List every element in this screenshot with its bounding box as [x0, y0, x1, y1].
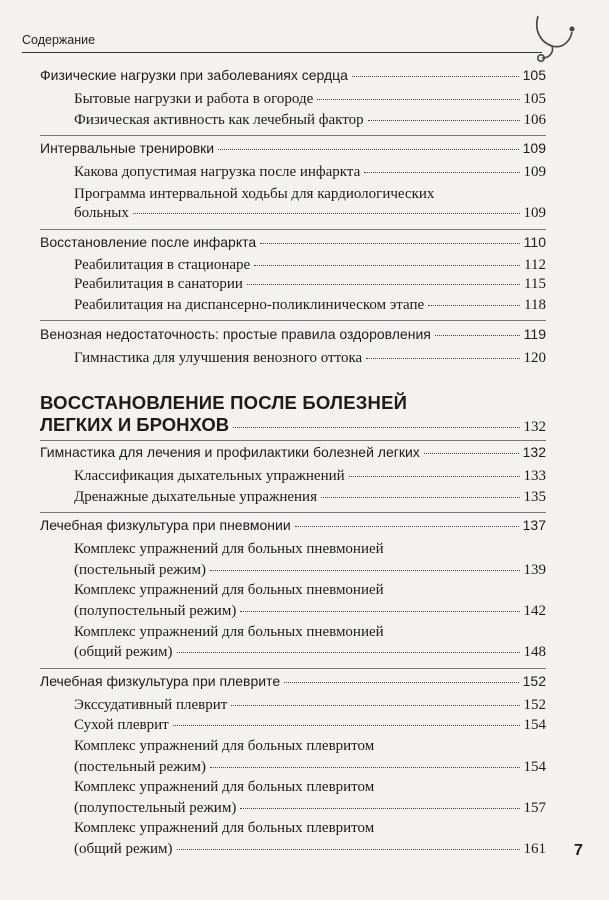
- toc-subentry[interactable]: [74, 562, 546, 584]
- toc-entry-title: Сухой плеврит: [74, 717, 169, 733]
- toc-entry-title: Какова допустимая нагрузка после инфаркта: [74, 164, 361, 180]
- toc-entry[interactable]: [40, 444, 546, 466]
- toc-page-number: 105: [523, 91, 546, 107]
- dot-leader: [210, 767, 519, 768]
- dot-leader: [247, 284, 520, 285]
- dot-leader: [210, 570, 519, 571]
- section-title[interactable]: ВОССТАНОВЛЕНИЕ ПОСЛЕ БОЛЕЗНЕЙ: [40, 392, 408, 413]
- toc-page-number: 161: [523, 841, 546, 857]
- toc-entry[interactable]: [40, 517, 546, 539]
- section-title-line2: ЛЕГКИХ И БРОНХОВ: [40, 414, 230, 435]
- toc-subentry[interactable]: [74, 603, 546, 625]
- toc-subentry[interactable]: [74, 112, 546, 134]
- toc-page-number: 110: [523, 234, 546, 250]
- toc-page-number: 132: [523, 419, 546, 435]
- dot-leader: [435, 335, 520, 336]
- toc-entry-title: Бытовые нагрузки и работа в огороде: [74, 91, 314, 107]
- toc-subentry[interactable]: [74, 468, 546, 490]
- toc-entry-title: (постельный режим): [74, 562, 207, 578]
- toc-entry-title: больных: [74, 205, 129, 221]
- toc-entry-title: Восстановление после инфаркта: [40, 234, 257, 250]
- entry-separator: [40, 512, 546, 513]
- toc-entry-title: Экссудативный плеврит: [74, 697, 228, 713]
- toc-page-number: 154: [523, 717, 546, 733]
- dot-leader: [133, 213, 520, 214]
- toc-page-number: 139: [523, 562, 546, 578]
- dot-leader: [240, 611, 519, 612]
- toc-subentry[interactable]: [74, 800, 546, 822]
- toc-page-number: 154: [523, 759, 546, 775]
- toc-page-number: 148: [523, 644, 546, 660]
- toc-page-number: 135: [523, 489, 546, 505]
- entry-separator: [40, 229, 546, 230]
- toc-entry-title: Классификация дыхательных упражнений: [74, 468, 345, 484]
- dot-leader: [295, 526, 519, 527]
- header-rule: [22, 52, 542, 53]
- stethoscope-icon: [532, 12, 580, 62]
- toc-entry-title: (полупостельный режим): [74, 800, 237, 816]
- toc-entry-title: Гимнастика для улучшения венозного оттока: [74, 350, 363, 366]
- toc-entry-title: Физическая активность как лечебный фактор: [74, 112, 364, 128]
- toc-entry-title-line[interactable]: Комплекс упражнений для больных плевритом: [74, 738, 375, 754]
- toc-entry-title: Лечебная физкультура при плеврите: [40, 673, 281, 689]
- dot-leader: [284, 682, 519, 683]
- toc-page-number: 137: [522, 517, 546, 533]
- toc-page-number: 118: [524, 297, 546, 313]
- toc-entry-title-line[interactable]: Комплекс упражнений для больных плевритом: [74, 779, 375, 795]
- toc-subentry[interactable]: [74, 697, 546, 719]
- dot-leader: [364, 172, 519, 173]
- entry-separator: [40, 135, 546, 136]
- dot-leader: [424, 453, 519, 454]
- dot-leader: [254, 265, 520, 266]
- toc-page-number: 119: [523, 326, 546, 342]
- toc-entry-title-line[interactable]: Комплекс упражнений для больных пневмонией: [74, 624, 384, 640]
- toc-subentry[interactable]: [74, 717, 546, 739]
- dot-leader: [317, 99, 519, 100]
- toc-entry-title: Реабилитация в стационаре: [74, 257, 251, 273]
- dot-leader: [349, 476, 520, 477]
- dot-leader: [173, 725, 520, 726]
- toc-entry-title: (общий режим): [74, 644, 173, 660]
- toc-entry-title-line[interactable]: Программа интервальной ходьбы для кардиологических: [74, 186, 435, 202]
- toc-subentry[interactable]: [74, 276, 546, 298]
- toc-subentry[interactable]: [74, 759, 546, 781]
- toc-page-number: 120: [523, 350, 546, 366]
- toc-entry-title-line[interactable]: Комплекс упражнений для больных пневмонией: [74, 582, 384, 598]
- toc-entry-title: (полупостельный режим): [74, 603, 237, 619]
- toc-entry-title: Физические нагрузки при заболеваниях сердца: [40, 67, 348, 83]
- dot-leader: [231, 705, 519, 706]
- dot-leader: [260, 243, 520, 244]
- entry-separator: [40, 440, 546, 441]
- dot-leader: [321, 497, 520, 498]
- toc-entry-title: (постельный режим): [74, 759, 207, 775]
- toc-entry[interactable]: [40, 67, 546, 89]
- toc-entry-title: Дренажные дыхательные упражнения: [74, 489, 317, 505]
- toc-entry-title: Реабилитация в санатории: [74, 276, 243, 292]
- toc-subentry[interactable]: [74, 297, 546, 319]
- toc-subentry[interactable]: [74, 205, 546, 227]
- entry-separator: [40, 320, 546, 321]
- section-title-row[interactable]: [40, 414, 546, 436]
- toc-page-number: 105: [522, 67, 546, 83]
- dot-leader: [233, 427, 519, 428]
- toc-entry-title: Гимнастика для лечения и профилактики болезней легких: [40, 444, 420, 460]
- toc-entry[interactable]: [40, 326, 546, 348]
- toc-entry-title-line[interactable]: Комплекс упражнений для больных пневмонией: [74, 541, 384, 557]
- dot-leader: [177, 652, 520, 653]
- dot-leader: [352, 76, 519, 77]
- page-number: 7: [574, 842, 583, 859]
- toc-page-number: 106: [523, 112, 546, 128]
- dot-leader: [177, 849, 520, 850]
- toc-subentry[interactable]: [74, 489, 546, 511]
- toc-subentry[interactable]: [74, 164, 546, 186]
- toc-page-number: 112: [524, 257, 546, 273]
- toc-subentry[interactable]: [74, 841, 546, 863]
- entry-separator: [40, 668, 546, 669]
- toc-subentry[interactable]: [74, 350, 546, 372]
- toc-page-number: 109: [523, 205, 546, 221]
- toc-page-number: 142: [523, 603, 546, 619]
- toc-entry[interactable]: [40, 673, 546, 695]
- toc-subentry[interactable]: [74, 644, 546, 666]
- toc-entry-title: Венозная недостаточность: простые правила оздоровления: [40, 326, 431, 342]
- toc-page-number: 109: [523, 164, 546, 180]
- toc-entry[interactable]: [40, 234, 546, 256]
- toc-page-number: 133: [523, 468, 546, 484]
- toc-page-number: 109: [522, 140, 546, 156]
- toc-entry-title: Интервальные тренировки: [40, 140, 215, 156]
- toc-page-number: 115: [524, 276, 546, 292]
- toc-entry-title: Реабилитация на диспансерно-поликлиническом этапе: [74, 297, 425, 313]
- dot-leader: [218, 149, 519, 150]
- toc-entry-title: Лечебная физкультура при пневмонии: [40, 517, 291, 533]
- toc-page-number: 132: [522, 444, 546, 460]
- toc-page-number: 157: [523, 800, 546, 816]
- toc-page-number: 152: [522, 673, 546, 689]
- dot-leader: [428, 305, 520, 306]
- running-header: Содержание: [22, 33, 96, 47]
- toc-entry-title: (общий режим): [74, 841, 173, 857]
- dot-leader: [240, 808, 519, 809]
- dot-leader: [368, 120, 520, 121]
- toc-entry[interactable]: [40, 140, 546, 162]
- toc-page-number: 152: [523, 697, 546, 713]
- dot-leader: [366, 358, 519, 359]
- toc-entry-title-line[interactable]: Комплекс упражнений для больных плевритом: [74, 820, 375, 836]
- toc-subentry[interactable]: [74, 91, 546, 113]
